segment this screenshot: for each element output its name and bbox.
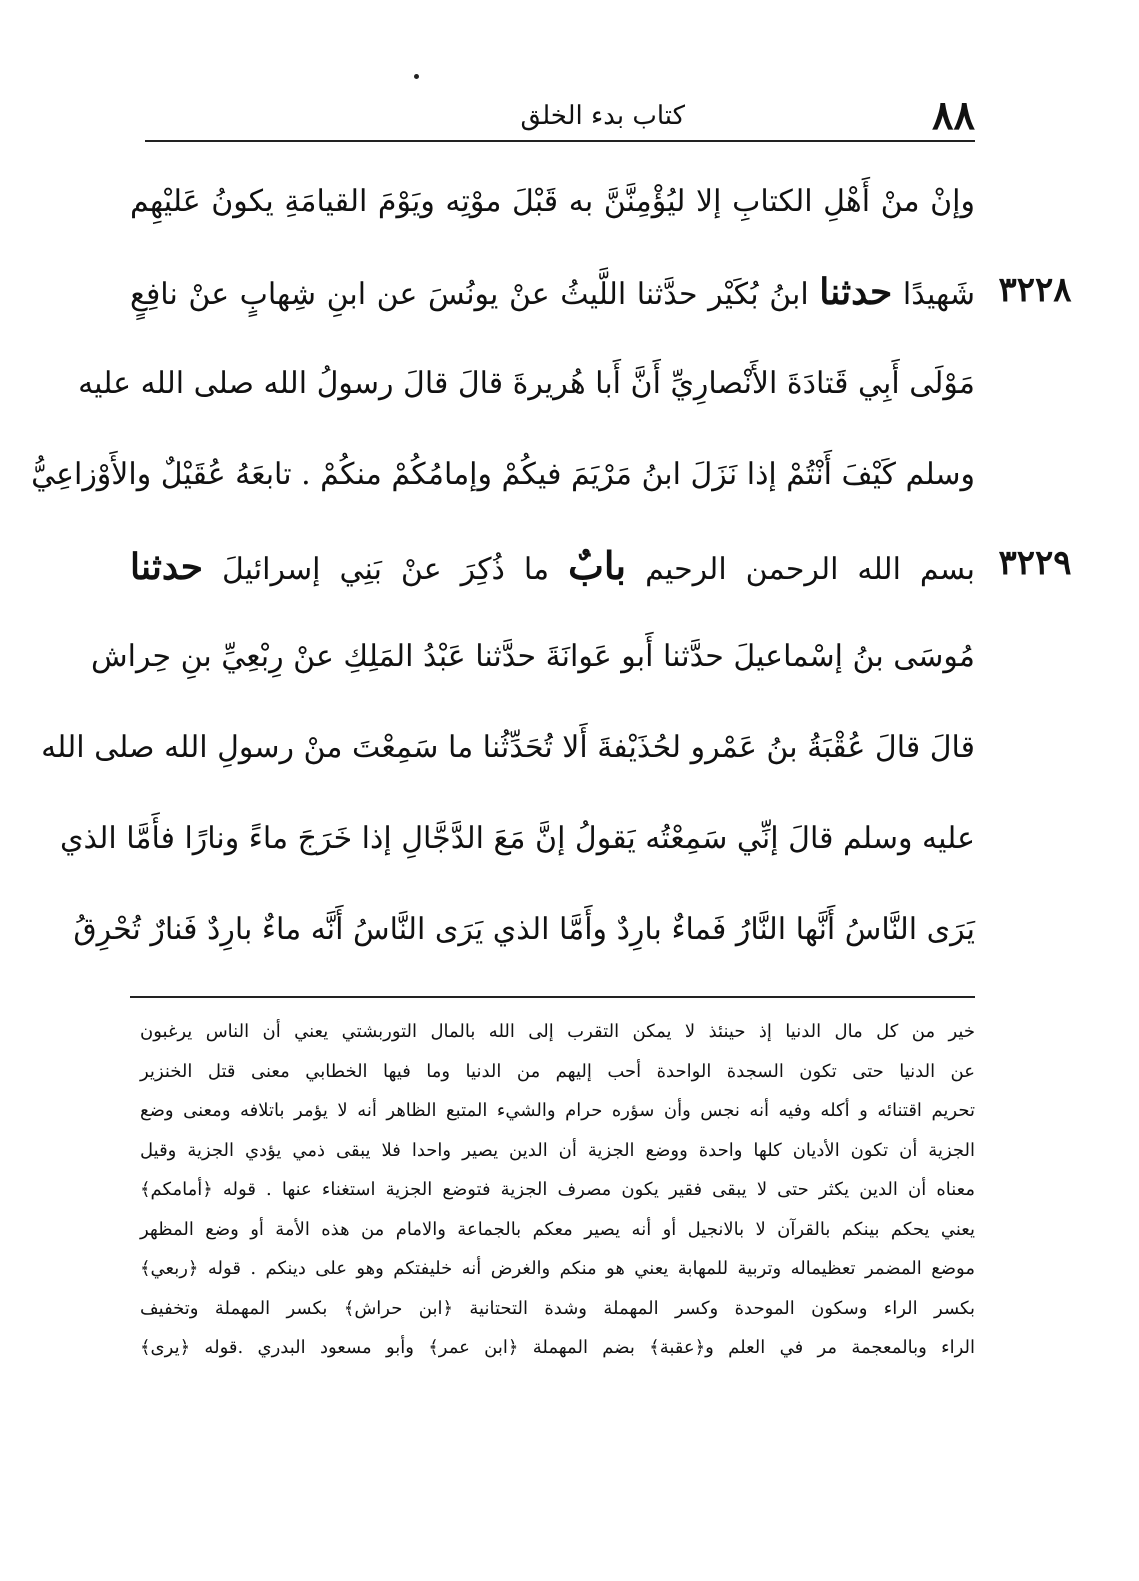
- footnote-line: تحريم اقتنائه و أكله وفيه أنه نجس وأن سؤره حرام والشيء المتبع الظاهر أنه لا يؤمر باتلافه ومعنى وضع: [140, 1100, 975, 1121]
- chapter-heading-bab: بابٌ: [568, 543, 627, 588]
- page-number: ٨٨: [932, 92, 975, 139]
- footnote-line: خير من كل مال الدنيا إذ حينئذ لا يمكن التقرب إلى الله بالمال التوربشتي يعني أن الناس يرغبون: [140, 1021, 975, 1042]
- hadith-number: ٣٢٢٩: [998, 543, 1072, 583]
- ink-speck: [414, 74, 419, 79]
- footnote-rule: [130, 996, 975, 998]
- page-header: [145, 92, 975, 140]
- haddathana-bold: حدثنا: [819, 271, 893, 313]
- running-title: كتاب بدء الخلق: [520, 101, 685, 131]
- main-text: [31, 156, 975, 975]
- footnote-line: الراء وبالمعجمة مر في العلم و﴿عقبة﴾ بضم المهملة ﴿ابن عمر﴾ وأبو مسعود البدري .قوله ﴿يرى﴾: [140, 1337, 975, 1358]
- basmala: بسم الله الرحمن الرحيم: [645, 552, 975, 587]
- text-line: [130, 247, 975, 338]
- footnote-line: موضع المضمر تعظيماله وتربية للمهابة يعني هو منكم والغرض أنه خليفتكم وهو على دينكم . قوله ﴿ربعي﴾: [140, 1258, 975, 1279]
- text-line: وسلم كَيْفَ أَنْتُمْ إذا نَزَلَ ابنُ مَرْيَمَ فيكُمْ وإمامُكُمْ منكُمْ . تابعَهُ عُقَيْلٌ والأَوْزاعِيُّ: [31, 457, 975, 492]
- footnote-line: معناه أن الدين يكثر حتى لا يبقى فقير يكون مصرف الجزية فتوضع الجزية استغناء عنها . قوله ﴿أمامكم﴾: [140, 1179, 975, 1200]
- text-line: يَرَى النَّاسُ أَنَّها النَّارُ فَماءٌ بارِدٌ وأَمَّا الذي يَرَى النَّاسُ أَنَّه ماءٌ بارِدٌ فَنارٌ تُحْرِقُ: [73, 912, 975, 947]
- text-segment: ابنُ بُكَيْر حدَّثنا اللَّيثُ عنْ يونُسَ عن ابنِ شِهابٍ عنْ نافِعٍ: [130, 277, 809, 312]
- text-line: [130, 520, 975, 611]
- text-line: مَوْلَى أَبِي قَتادَةَ الأَنْصارِيِّ أَنَّ أَبا هُريرةَ قالَ قالَ رسولُ الله صلى الله عليه: [78, 366, 975, 401]
- hadith-number: ٣٢٢٨: [998, 270, 1072, 310]
- header-rule: [145, 140, 975, 142]
- footnote-line: يعني يحكم بينكم بالقرآن لا بالانجيل أو أنه يصير معكم بالجماعة والامام من هذه الأمة أو وضع المظهر: [140, 1218, 975, 1240]
- haddathana-bold: حدثنا: [130, 546, 204, 588]
- footnote-line: عن الدنيا حتى تكون السجدة الواحدة أحب إليهم من الدنيا وما فيها الخطابي معنى قتل الخنزير: [140, 1060, 975, 1082]
- text-line: قالَ قالَ عُقْبَةُ بنُ عَمْرو لحُذَيْفةَ أَلا تُحَدِّثُنا ما سَمِعْتَ منْ رسولِ الله صلى الله: [41, 730, 975, 765]
- text-line: مُوسَى بنُ إسْماعيلَ حدَّثنا أَبو عَوانَةَ حدَّثنا عَبْدُ المَلِكِ عنْ رِبْعِيِّ بنِ حِراش: [90, 639, 975, 674]
- text-segment: شَهيدًا: [902, 277, 975, 312]
- chapter-title: ما ذُكِرَ عنْ بَنِي إسرائيلَ: [222, 552, 550, 587]
- footnotes: [140, 1012, 975, 1368]
- footnote-line: بكسر الراء وسكون الموحدة وكسر المهملة وشدة التحتانية ﴿ابن حراش﴾ بكسر المهملة وتخفيف: [140, 1297, 975, 1319]
- text-line: عليه وسلم قالَ إنِّي سَمِعْتُه يَقولُ إنَّ مَعَ الدَّجَّالِ إذا خَرَجَ ماءً ونارًا فأَمَّا الذي: [60, 821, 975, 856]
- text-line: وإنْ منْ أَهْلِ الكتابِ إلا ليُؤْمِنَّنَّ به قَبْلَ موْتِه ويَوْمَ القيامَةِ يكونُ عَليْهِم: [130, 184, 975, 219]
- footnote-line: الجزية أن تكون الأديان كلها واحدة ووضع الجزية أن الدين يصير واحدا فلا يبقى ذمي يؤدي الجزية وقيل: [140, 1139, 975, 1161]
